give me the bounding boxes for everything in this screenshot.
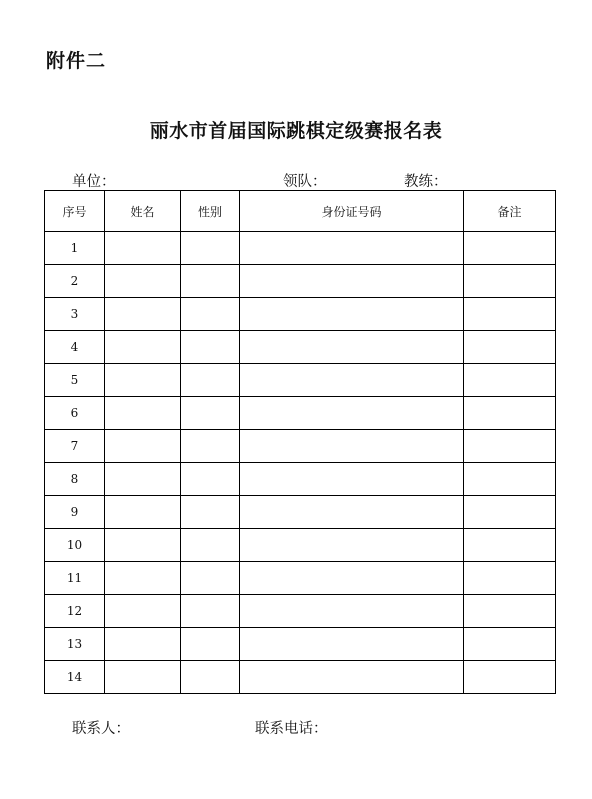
remarks-cell bbox=[464, 265, 556, 298]
remarks-cell bbox=[464, 397, 556, 430]
table-row bbox=[45, 397, 556, 430]
name-cell bbox=[105, 562, 181, 595]
name-cell bbox=[105, 595, 181, 628]
row-number-cell: 13 bbox=[45, 628, 105, 661]
registration-table bbox=[44, 190, 556, 694]
gender-cell bbox=[181, 397, 240, 430]
remarks-cell bbox=[464, 463, 556, 496]
row-number-cell: 7 bbox=[45, 430, 105, 463]
header-remarks: 备注 bbox=[464, 191, 556, 232]
gender-cell bbox=[181, 661, 240, 694]
contact-person-label: 联系人： bbox=[72, 721, 130, 737]
gender-cell bbox=[181, 232, 240, 265]
table-row bbox=[45, 331, 556, 364]
remarks-cell bbox=[464, 364, 556, 397]
name-cell bbox=[105, 529, 181, 562]
remarks-cell bbox=[464, 232, 556, 265]
remarks-cell bbox=[464, 430, 556, 463]
id-number-cell bbox=[240, 265, 464, 298]
table-row bbox=[45, 265, 556, 298]
row-number-cell: 12 bbox=[45, 595, 105, 628]
name-cell bbox=[105, 397, 181, 430]
name-cell bbox=[105, 661, 181, 694]
id-number-cell bbox=[240, 298, 464, 331]
id-number-cell bbox=[240, 331, 464, 364]
row-number-cell: 11 bbox=[45, 562, 105, 595]
header-name: 姓名 bbox=[105, 191, 181, 232]
name-cell bbox=[105, 331, 181, 364]
remarks-cell bbox=[464, 496, 556, 529]
table-row bbox=[45, 595, 556, 628]
gender-cell bbox=[181, 562, 240, 595]
remarks-cell bbox=[464, 298, 556, 331]
id-number-cell bbox=[240, 628, 464, 661]
gender-cell bbox=[181, 364, 240, 397]
id-number-cell bbox=[240, 463, 464, 496]
row-number-cell: 4 bbox=[45, 331, 105, 364]
contact-phone-label: 联系电话： bbox=[255, 721, 328, 737]
header-id-number: 身份证号码 bbox=[240, 191, 464, 232]
gender-cell bbox=[181, 529, 240, 562]
gender-cell bbox=[181, 298, 240, 331]
unit-label: 单位： bbox=[72, 174, 116, 190]
coach-label: 教练： bbox=[404, 174, 448, 190]
table-header-row bbox=[45, 191, 556, 232]
gender-cell bbox=[181, 265, 240, 298]
attachment-label: 附件二 bbox=[46, 50, 107, 72]
id-number-cell bbox=[240, 496, 464, 529]
id-number-cell bbox=[240, 661, 464, 694]
id-number-cell bbox=[240, 430, 464, 463]
name-cell bbox=[105, 496, 181, 529]
name-cell bbox=[105, 232, 181, 265]
gender-cell bbox=[181, 430, 240, 463]
id-number-cell bbox=[240, 232, 464, 265]
table-row bbox=[45, 628, 556, 661]
row-number-cell: 5 bbox=[45, 364, 105, 397]
name-cell bbox=[105, 430, 181, 463]
name-cell bbox=[105, 628, 181, 661]
gender-cell bbox=[181, 628, 240, 661]
gender-cell bbox=[181, 463, 240, 496]
remarks-cell bbox=[464, 628, 556, 661]
row-number-cell: 1 bbox=[45, 232, 105, 265]
table-row bbox=[45, 364, 556, 397]
id-number-cell bbox=[240, 595, 464, 628]
contact-row bbox=[0, 717, 592, 737]
table-row bbox=[45, 430, 556, 463]
gender-cell bbox=[181, 331, 240, 364]
remarks-cell bbox=[464, 331, 556, 364]
table-row bbox=[45, 298, 556, 331]
table-row bbox=[45, 232, 556, 265]
table-row bbox=[45, 562, 556, 595]
row-number-cell: 2 bbox=[45, 265, 105, 298]
remarks-cell bbox=[464, 661, 556, 694]
name-cell bbox=[105, 298, 181, 331]
id-number-cell bbox=[240, 562, 464, 595]
team-leader-label: 领队： bbox=[283, 174, 327, 190]
remarks-cell bbox=[464, 529, 556, 562]
table-row bbox=[45, 496, 556, 529]
name-cell bbox=[105, 265, 181, 298]
gender-cell bbox=[181, 496, 240, 529]
table-row bbox=[45, 529, 556, 562]
form-title: 丽水市首届国际跳棋定级赛报名表 bbox=[149, 120, 443, 142]
gender-cell bbox=[181, 595, 240, 628]
remarks-cell bbox=[464, 595, 556, 628]
table-row bbox=[45, 661, 556, 694]
remarks-cell bbox=[464, 562, 556, 595]
row-number-cell: 8 bbox=[45, 463, 105, 496]
row-number-cell: 3 bbox=[45, 298, 105, 331]
header-serial-number: 序号 bbox=[45, 191, 105, 232]
name-cell bbox=[105, 463, 181, 496]
row-number-cell: 9 bbox=[45, 496, 105, 529]
row-number-cell: 14 bbox=[45, 661, 105, 694]
header-gender: 性别 bbox=[181, 191, 240, 232]
table-body bbox=[45, 232, 556, 694]
name-cell bbox=[105, 364, 181, 397]
table-row bbox=[45, 463, 556, 496]
id-number-cell bbox=[240, 529, 464, 562]
team-info-row bbox=[0, 170, 592, 190]
row-number-cell: 10 bbox=[45, 529, 105, 562]
id-number-cell bbox=[240, 397, 464, 430]
id-number-cell bbox=[240, 364, 464, 397]
row-number-cell: 6 bbox=[45, 397, 105, 430]
